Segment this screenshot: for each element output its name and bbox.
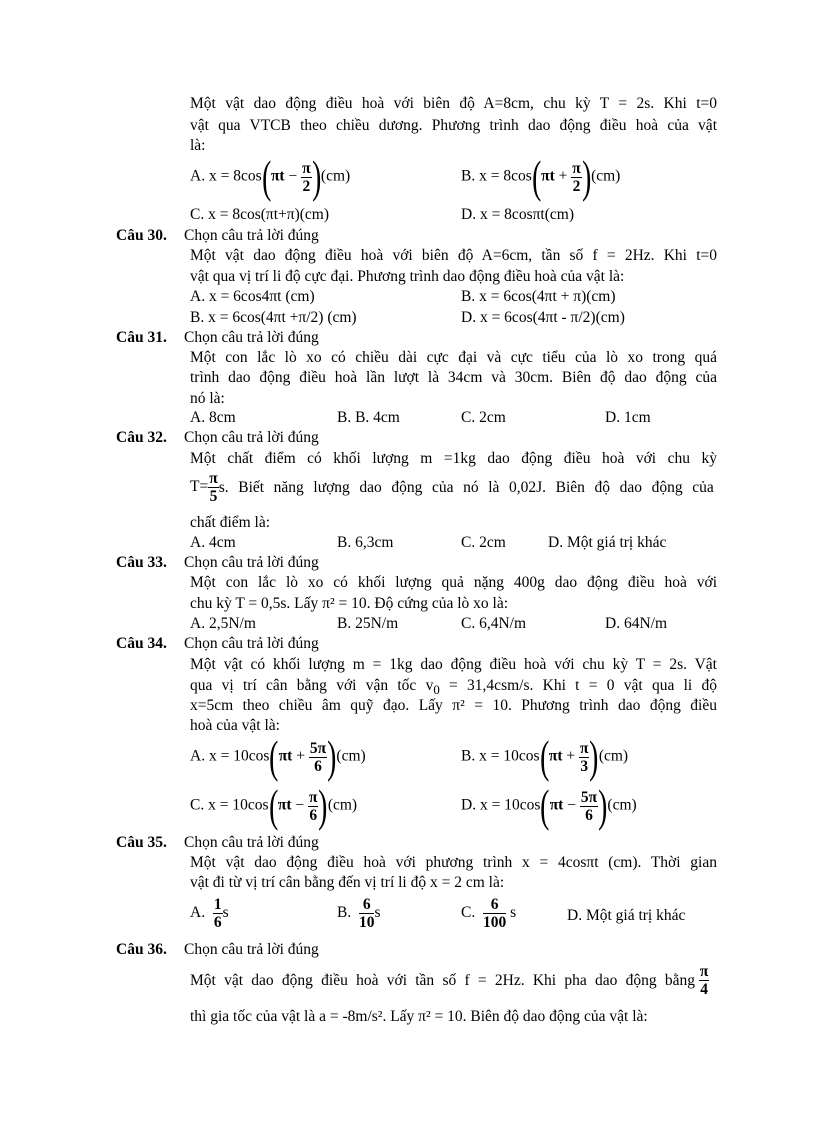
fraction: $\frac{5\pi}{6}$ bbox=[580, 788, 598, 824]
q36-line-1: Một vật dao động điều hoà với tần số f = 2Hz. Khi pha dao động bằng $\frac{\pi}{4}$ bbox=[190, 963, 709, 998]
q34-option-c: C. x = 10cos(πt − $\frac{\pi}{6}$ )(cm) bbox=[190, 780, 358, 831]
q30-option-c: B. x = 6cos(4πt +π/2) (cm) bbox=[190, 309, 357, 326]
q30-option-b: B. x = 6cos(4πt + π)(cm) bbox=[461, 288, 616, 305]
q35-option-b: B. $\frac{6}{10}$ s bbox=[337, 896, 381, 931]
q35-instruction: Chọn câu trả lời đúng bbox=[184, 834, 319, 851]
q32-option-b: B. 6,3cm bbox=[337, 534, 394, 551]
q29-line-1: Một vật dao động điều hoà với biên độ A=8cm, chu kỳ T = 2s. Khi t=0 bbox=[190, 95, 717, 112]
q31-line-2: trình dao động điều hoà lần lượt là 34cm và 30cm. Biên độ dao động của bbox=[190, 369, 717, 386]
q31-line-1: Một con lắc lò xo có chiều dài cực đại và cực tiểu của lò xo trong quá bbox=[190, 349, 717, 366]
q36-line-2: thì gia tốc của vật là a = -8m/s². Lấy π² = 10. Biên độ dao động của vật là: bbox=[190, 1008, 648, 1025]
fraction: $\frac{6}{10}$ bbox=[358, 896, 375, 931]
q33-line-2: chu kỳ T = 0,5s. Lấy π² = 10. Độ cứng của lò xo là: bbox=[190, 595, 509, 612]
q29-line-2: vật qua VTCB theo chiều dương. Phương trình dao động điều hoà của vật bbox=[190, 117, 717, 134]
q29-option-b: B. x = 8cos(πt + $\frac{\pi}{2}$ )(cm) bbox=[461, 151, 621, 202]
q31-option-c: C. 2cm bbox=[461, 409, 506, 426]
q32-option-c: C. 2cm bbox=[461, 534, 506, 551]
q35-option-d: D. Một giá trị khác bbox=[567, 907, 686, 924]
q30-instruction: Chọn câu trả lời đúng bbox=[184, 227, 319, 244]
q34-option-d: D. x = 10cos(πt − $\frac{5\pi}{6}$ )(cm) bbox=[461, 780, 637, 831]
fraction: $\frac{\pi}{2}$ bbox=[302, 159, 311, 195]
q34-option-b: B. x = 10cos(πt + $\frac{\pi}{3}$ )(cm) bbox=[461, 731, 629, 782]
q32-line-3: chất điểm là: bbox=[190, 514, 271, 531]
q36-number: Câu 36. bbox=[116, 941, 167, 958]
q32-line-1: Một chất điểm có khối lượng m =1kg dao động điều hoà với chu kỳ bbox=[190, 450, 717, 467]
q33-number: Câu 33. bbox=[116, 554, 167, 571]
q33-option-d: D. 64N/m bbox=[605, 615, 667, 632]
q33-option-b: B. 25N/m bbox=[337, 615, 399, 632]
q34-instruction: Chọn câu trả lời đúng bbox=[184, 635, 319, 652]
fraction: $\frac{\pi}{3}$ bbox=[579, 739, 589, 775]
fraction: $\frac{\pi}{5}$ bbox=[209, 470, 218, 505]
q34-line-2: qua vị trí cân bằng với vận tốc $v_0 = 31,4csm/s$. Khi t = 0 vật qua li độ bbox=[190, 677, 717, 698]
q29-option-d: D. x = 8cosπt(cm) bbox=[461, 206, 574, 223]
q30-option-a: A. x = 6cos4πt (cm) bbox=[190, 288, 315, 305]
q35-option-c: C. $\frac{6}{100}$ s bbox=[461, 896, 517, 931]
fraction: $\frac{1}{6}$ bbox=[213, 896, 222, 931]
q31-option-b: B. B. 4cm bbox=[337, 409, 400, 426]
fraction: $\frac{\pi}{6}$ bbox=[308, 788, 318, 824]
q31-instruction: Chọn câu trả lời đúng bbox=[184, 329, 319, 346]
q30-number: Câu 30. bbox=[116, 227, 167, 244]
fraction: $\frac{\pi}{4}$ bbox=[699, 963, 709, 998]
q31-option-d: D. 1cm bbox=[605, 409, 651, 426]
q31-number: Câu 31. bbox=[116, 329, 167, 346]
q31-line-3: nó là: bbox=[190, 390, 225, 407]
q31-option-a: A. 8cm bbox=[190, 409, 236, 426]
q33-instruction: Chọn câu trả lời đúng bbox=[184, 554, 319, 571]
q29-line-3: là: bbox=[190, 137, 206, 154]
q32-instruction: Chọn câu trả lời đúng bbox=[184, 429, 319, 446]
q34-option-a: A. x = 10cos(πt + $\frac{5\pi}{6}$ )(cm) bbox=[190, 731, 366, 782]
q29-option-a: A. x = 8cos(πt − $\frac{\pi}{2}$ )(cm) bbox=[190, 151, 351, 202]
fraction: $\frac{5\pi}{6}$ bbox=[309, 739, 327, 775]
q35-line-1: Một vật dao động điều hoà với phương trình x = 4cosπt (cm). Thời gian bbox=[190, 854, 717, 871]
q33-option-a: A. 2,5N/m bbox=[190, 615, 256, 632]
q35-option-a: A. $\frac{1}{6}$ s bbox=[190, 896, 229, 931]
q35-number: Câu 35. bbox=[116, 834, 167, 851]
q32-option-a: A. 4cm bbox=[190, 534, 236, 551]
fraction: $\frac{\pi}{2}$ bbox=[572, 159, 581, 195]
q34-line-3: x=5cm theo chiều âm quỹ đạo. Lấy π² = 10. Phương trình dao động điều bbox=[190, 697, 717, 714]
q32-number: Câu 32. bbox=[116, 429, 167, 446]
q29-option-c: C. x = 8cos(πt+π)(cm) bbox=[190, 206, 330, 223]
q34-line-4: hoà của vật là: bbox=[190, 717, 280, 734]
q34-number: Câu 34. bbox=[116, 635, 167, 652]
q33-option-c: C. 6,4N/m bbox=[461, 615, 527, 632]
q32-line-2: T= $\frac{\pi}{5}$ s. Biết năng lượng dao động của nó là 0,02J. Biên độ dao động của bbox=[190, 470, 714, 505]
q30-line-1: Một vật dao động điều hoà với biên độ A=6cm, tần số f = 2Hz. Khi t=0 bbox=[190, 247, 717, 264]
q36-instruction: Chọn câu trả lời đúng bbox=[184, 941, 319, 958]
q30-line-2: vật qua vị trí li độ cực đại. Phương trình dao động điều hoà của vật là: bbox=[190, 268, 625, 285]
q33-line-1: Một con lắc lò xo có khối lượng quả nặng 400g dao động điều hoà với bbox=[190, 574, 717, 591]
q32-option-d: D. Một giá trị khác bbox=[548, 534, 667, 551]
q35-line-2: vật đi từ vị trí cân bằng đến vị trí li độ x = 2 cm là: bbox=[190, 874, 505, 891]
q30-option-d: D. x = 6cos(4πt - π/2)(cm) bbox=[461, 309, 625, 326]
fraction: $\frac{6}{100}$ bbox=[482, 896, 507, 931]
q34-line-1: Một vật có khối lượng m = 1kg dao động điều hoà với chu kỳ T = 2s. Vật bbox=[190, 656, 717, 673]
